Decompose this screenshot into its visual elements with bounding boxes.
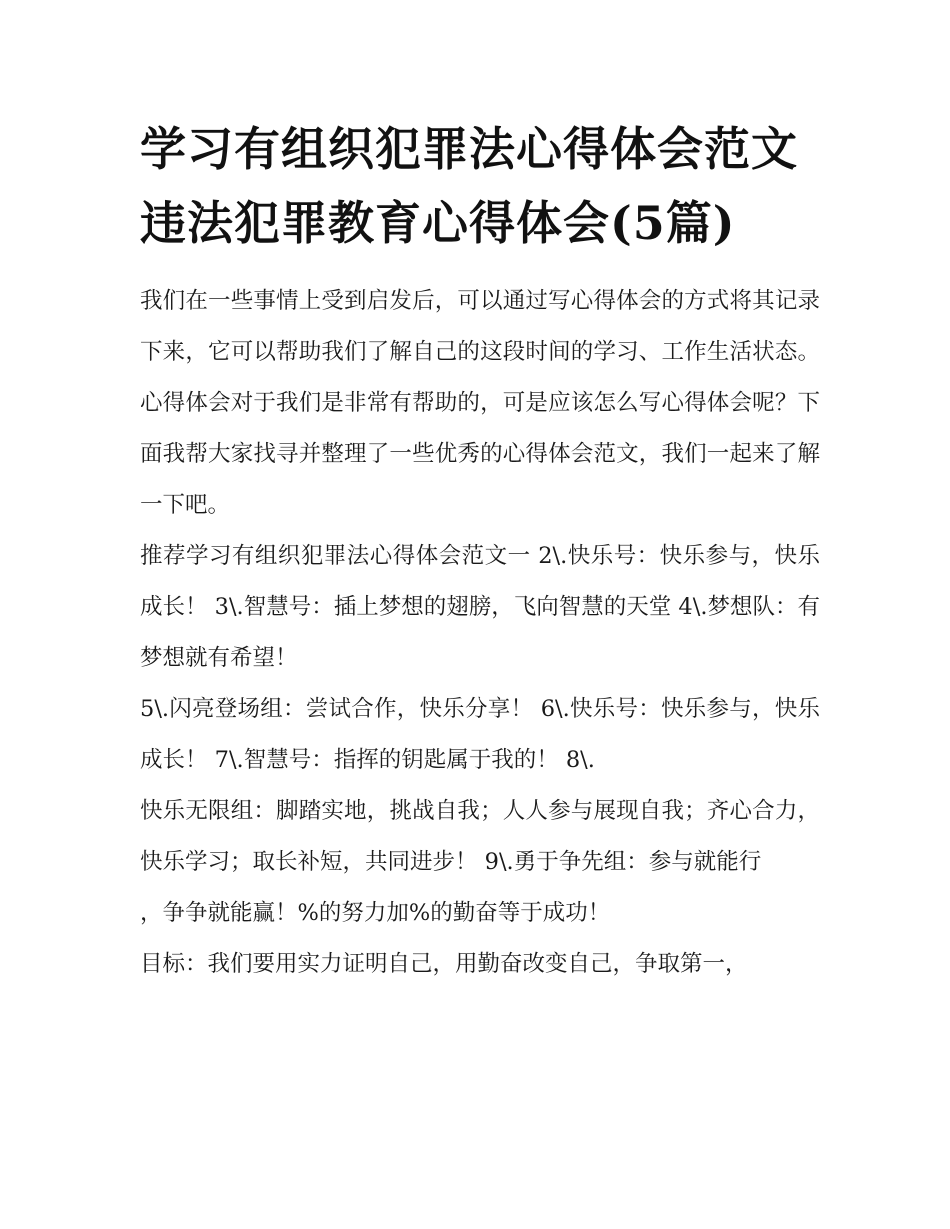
goal-paragraph: 目标：我们要用实力证明自己，用勤奋改变自己，争取第一， [140,951,748,977]
intro-paragraph: 我们在一些事情上受到启发后，可以通过写心得体会的方式将其记录下来，它可以帮助我们了解自己的这段时间的学习、工作生活状态。心得体会对于我们是非常有帮助的，可是应该怎么写心得体会呢？下面我帮大家找寻并整理了一些优秀的心得体会范文，我们一起来了解一下吧。 [140,288,820,518]
slogan-paragraph-3: ，争争就能赢！%的努力加%的勤奋等于成功！ [140,900,611,926]
document-content [140,112,820,990]
slogan-paragraph: 5\.闪亮登场组：尝试合作，快乐分享！ 6\.快乐号：快乐参与，快乐成长！ 7\.智慧号：指挥的钥匙属于我的！ 8\. [140,696,820,773]
document-title: 学习有组织犯罪法心得体会范文 违法犯罪教育心得体会(5篇) [140,122,798,250]
document-body [140,276,820,990]
recommend-paragraph: 推荐学习有组织犯罪法心得体会范文一 2\.快乐号：快乐参与，快乐成长！ 3\.智慧号：插上梦想的翅膀，飞向智慧的天堂 4\.梦想队：有梦想就有希望！ [140,543,820,671]
slogan-paragraph-2: 快乐无限组：脚踏实地，挑战自我；人人参与展现自我；齐心合力，快乐学习；取长补短，共同进步！ 9\.勇于争先组：参与就能行 [140,798,820,875]
